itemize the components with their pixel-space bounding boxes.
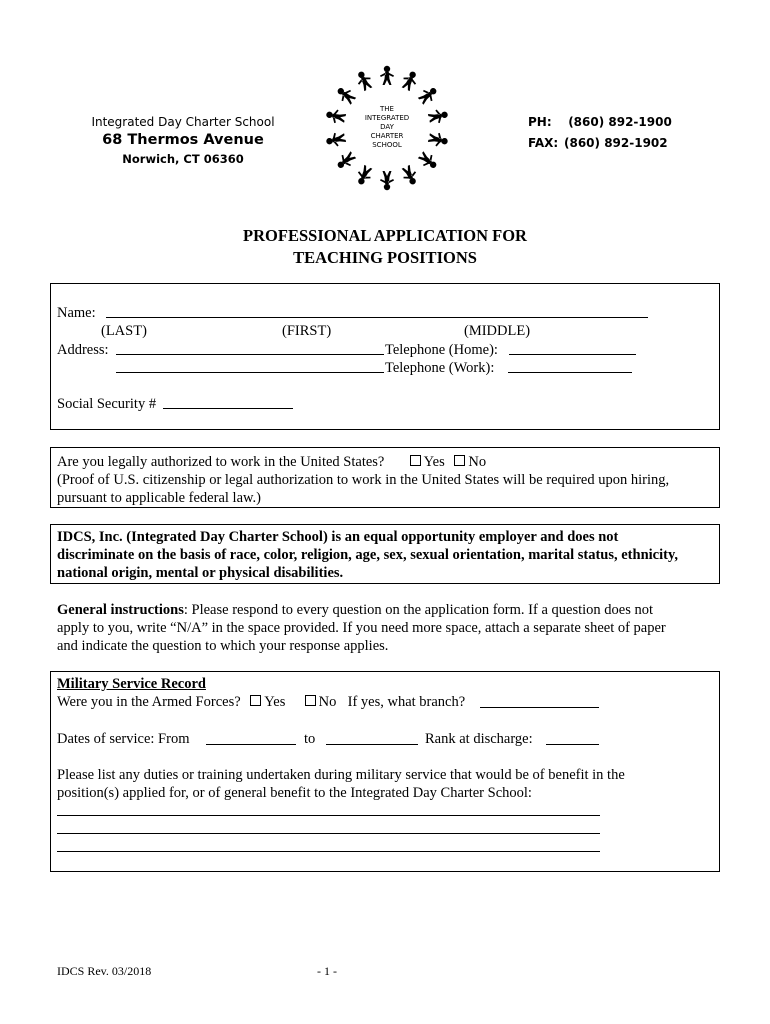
logo-figure [325,107,347,125]
military-yes-checkbox[interactable] [250,695,261,706]
fax-number: (860) 892-1902 [564,136,668,150]
military-no-checkbox[interactable] [305,695,316,706]
school-street: 68 Thermos Avenue [102,132,264,148]
branch-label: If yes, what branch? [347,694,466,710]
contact-block [528,112,672,154]
military-heading: Military Service Record [57,676,206,692]
middle-name-caption: (MIDDLE) [464,323,531,339]
address-input-line1[interactable] [116,341,384,355]
school-name: Integrated Day Charter School [91,115,275,129]
logo-text-3: DAY [380,123,394,131]
first-name-caption: (FIRST) [282,323,332,339]
service-from-input[interactable] [206,731,296,745]
school-city: Norwich, CT 06360 [122,152,244,166]
page-number: - 1 - [317,964,337,978]
armed-forces-question: Were you in the Armed Forces? [57,694,241,710]
branch-input[interactable] [480,694,599,708]
instructions-label: General instructions [57,602,184,618]
logo-figure [416,84,440,107]
logo-figure [427,131,449,149]
rank-input[interactable] [546,731,599,745]
ssn-input[interactable] [163,395,293,409]
service-to-label: to [304,731,316,747]
page-title: PROFESSIONAL APPLICATION FOR TEACHING POSITIONS [243,226,527,267]
school-address-block [88,114,278,168]
authorization-note-2: pursuant to applicable federal law.) [57,490,261,506]
auth-no-checkbox[interactable] [454,455,465,466]
logo-figure [399,69,420,92]
revision-label: IDCS Rev. 03/2018 [57,964,152,978]
logo-text-4: CHARTER [370,132,404,140]
auth-yes-checkbox[interactable] [410,455,421,466]
logo-figure [399,164,420,187]
authorization-question: Are you legally authorized to work in the United States? [57,454,385,470]
logo-figure [334,149,358,172]
phone-number: (860) 892-1900 [568,115,672,129]
address-label: Address: [57,342,109,358]
auth-yes-label: Yes [423,454,445,470]
logo-figure [427,107,449,125]
tel-work-input[interactable] [508,359,632,373]
rank-label: Rank at discharge: [425,731,533,747]
duties-prompt-2: position(s) applied for, or of general benefit to the Integrated Day Charter School: [57,785,532,801]
duties-input-line-3[interactable] [57,851,600,852]
logo-text-2: INTEGRATED [364,114,410,122]
logo-figure [354,69,375,92]
name-input[interactable] [106,304,648,318]
tel-work-label: Telephone (Work): [385,360,495,376]
logo-figure [325,131,347,149]
logo-figure [416,149,440,172]
logo-figure [380,66,394,85]
instructions-line-2: apply to you, write “N/A” in the space provided. If you need more space, attach a separate sheet of paper [57,620,666,636]
phone-label: PH: [528,115,552,129]
ssn-label: Social Security # [57,396,157,412]
duties-input-line-1[interactable] [57,815,600,816]
fax-label: FAX: [528,136,559,150]
tel-home-label: Telephone (Home): [385,342,498,358]
service-to-input[interactable] [326,731,418,745]
logo-text-5: SCHOOL [372,141,402,149]
last-name-caption: (LAST) [101,323,147,339]
authorization-note-1: (Proof of U.S. citizenship or legal authorization to work in the United States will be required upon hiring, [57,472,670,488]
address-input-line2[interactable] [116,359,384,373]
logo-figure [334,84,358,107]
school-logo [324,62,450,192]
duties-input-line-2[interactable] [57,833,600,834]
auth-no-label: No [468,454,487,470]
military-no-label: No [318,694,337,710]
eeo-line-1: IDCS, Inc. (Integrated Day Charter School) is an equal opportunity employer and does not [57,529,619,545]
instructions-line-1: : Please respond to every question on the application form. If a question does not [183,602,654,618]
dates-of-service-label: Dates of service: From [57,731,190,747]
tel-home-input[interactable] [509,341,636,355]
name-label: Name: [57,305,96,321]
eeo-line-3: national origin, mental or physical disabilities. [57,565,344,581]
logo-text-1: THE [380,105,394,113]
military-yes-label: Yes [264,694,286,710]
logo-figure [354,164,375,187]
eeo-line-2: discriminate on the basis of race, color, religion, age, sex, sexual orientation, marital status, ethnicity, [57,547,679,563]
instructions-line-3: and indicate the question to which your response applies. [57,638,389,654]
duties-prompt-1: Please list any duties or training undertaken during military service that would be of benefit in the [57,767,625,783]
logo-figure [380,171,394,190]
